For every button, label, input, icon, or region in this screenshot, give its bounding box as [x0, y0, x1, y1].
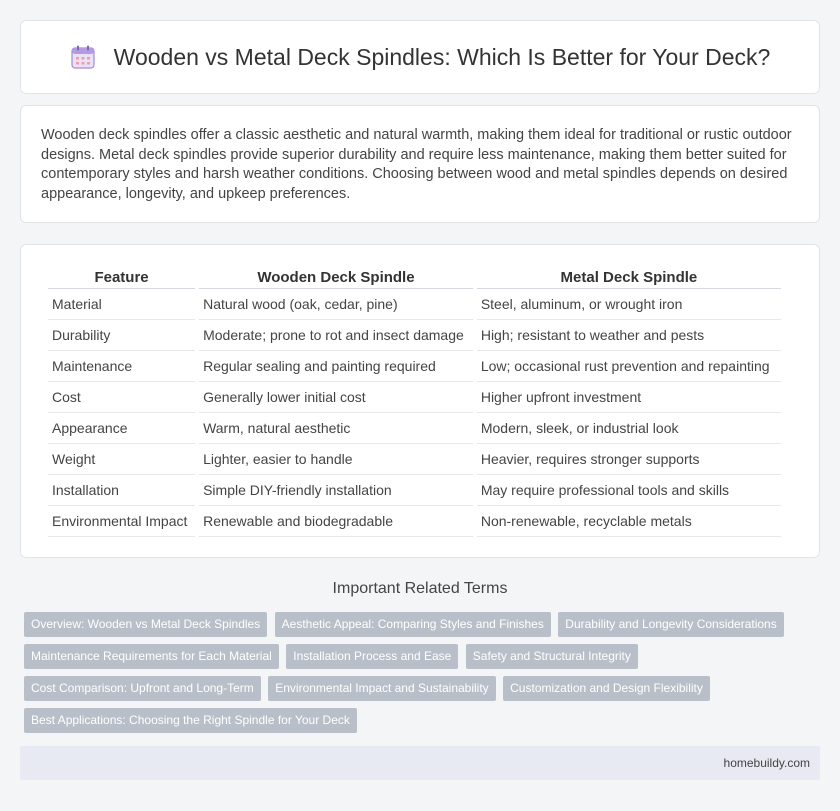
calendar-icon	[70, 44, 96, 70]
intro-card	[20, 105, 820, 223]
table-cell: Cost	[48, 382, 195, 413]
table-cell: Material	[48, 289, 195, 320]
table-cell: Higher upfront investment	[477, 382, 781, 413]
table-row	[48, 475, 781, 506]
table-cell: Generally lower initial cost	[199, 382, 473, 413]
table-cell: Weight	[48, 444, 195, 475]
comparison-table	[44, 266, 785, 537]
table-cell: Renewable and biodegradable	[199, 506, 473, 537]
related-tag[interactable]: Safety and Structural Integrity	[466, 644, 638, 669]
page-title: Wooden vs Metal Deck Spindles: Which Is Better for Your Deck?	[113, 43, 771, 70]
table-cell: Low; occasional rust prevention and repainting	[477, 351, 781, 382]
table-cell: Simple DIY-friendly installation	[199, 475, 473, 506]
table-cell: Appearance	[48, 413, 195, 444]
related-tag[interactable]: Overview: Wooden vs Metal Deck Spindles	[24, 612, 267, 637]
table-row	[48, 382, 781, 413]
footer	[20, 746, 820, 780]
table-cell: Installation	[48, 475, 195, 506]
table-cell: High; resistant to weather and pests	[477, 320, 781, 351]
related-tag[interactable]: Environmental Impact and Sustainability	[268, 676, 495, 701]
related-tag[interactable]: Cost Comparison: Upfront and Long-Term	[24, 676, 261, 701]
related-terms-title: Important Related Terms	[332, 580, 508, 597]
table-cell: Lighter, easier to handle	[199, 444, 473, 475]
table-cell: Moderate; prone to rot and insect damage	[199, 320, 473, 351]
column-header: Wooden Deck Spindle	[199, 266, 473, 289]
intro-text: Wooden deck spindles offer a classic aesthetic and natural warmth, making them ideal for traditional or rustic outdoor designs. Metal deck spindles provide superior durability and require less maintenance, making them better suited for contemporary styles and harsh weather conditions. Choosing between wood and metal spindles depends on desired appearance, longevity, and upkeep preferences.	[41, 127, 792, 202]
table-row	[48, 289, 781, 320]
table-cell: Steel, aluminum, or wrought iron	[477, 289, 781, 320]
related-tag[interactable]: Customization and Design Flexibility	[503, 676, 710, 701]
table-cell: Regular sealing and painting required	[199, 351, 473, 382]
table-header-row	[48, 266, 781, 289]
footer-site-link[interactable]: homebuildy.com	[723, 756, 810, 770]
table-cell: Warm, natural aesthetic	[199, 413, 473, 444]
related-tag[interactable]: Durability and Longevity Considerations	[558, 612, 783, 637]
table-cell: Environmental Impact	[48, 506, 195, 537]
related-tag[interactable]: Best Applications: Choosing the Right Spindle for Your Deck	[24, 708, 357, 733]
table-cell: Maintenance	[48, 351, 195, 382]
table-row	[48, 506, 781, 537]
table-cell: Durability	[48, 320, 195, 351]
related-tag[interactable]: Aesthetic Appeal: Comparing Styles and Finishes	[275, 612, 551, 637]
table-row	[48, 444, 781, 475]
related-tag[interactable]: Installation Process and Ease	[286, 644, 458, 669]
column-header: Metal Deck Spindle	[477, 266, 781, 289]
table-row	[48, 413, 781, 444]
table-row	[48, 351, 781, 382]
column-header: Feature	[48, 266, 195, 289]
related-tag[interactable]: Maintenance Requirements for Each Material	[24, 644, 279, 669]
comparison-card	[20, 244, 820, 558]
table-cell: Natural wood (oak, cedar, pine)	[199, 289, 473, 320]
table-cell: Heavier, requires stronger supports	[477, 444, 781, 475]
table-cell: Non-renewable, recyclable metals	[477, 506, 781, 537]
table-cell: Modern, sleek, or industrial look	[477, 413, 781, 444]
table-row	[48, 320, 781, 351]
related-tags	[24, 612, 814, 740]
header-card	[20, 20, 820, 94]
table-cell: May require professional tools and skills	[477, 475, 781, 506]
